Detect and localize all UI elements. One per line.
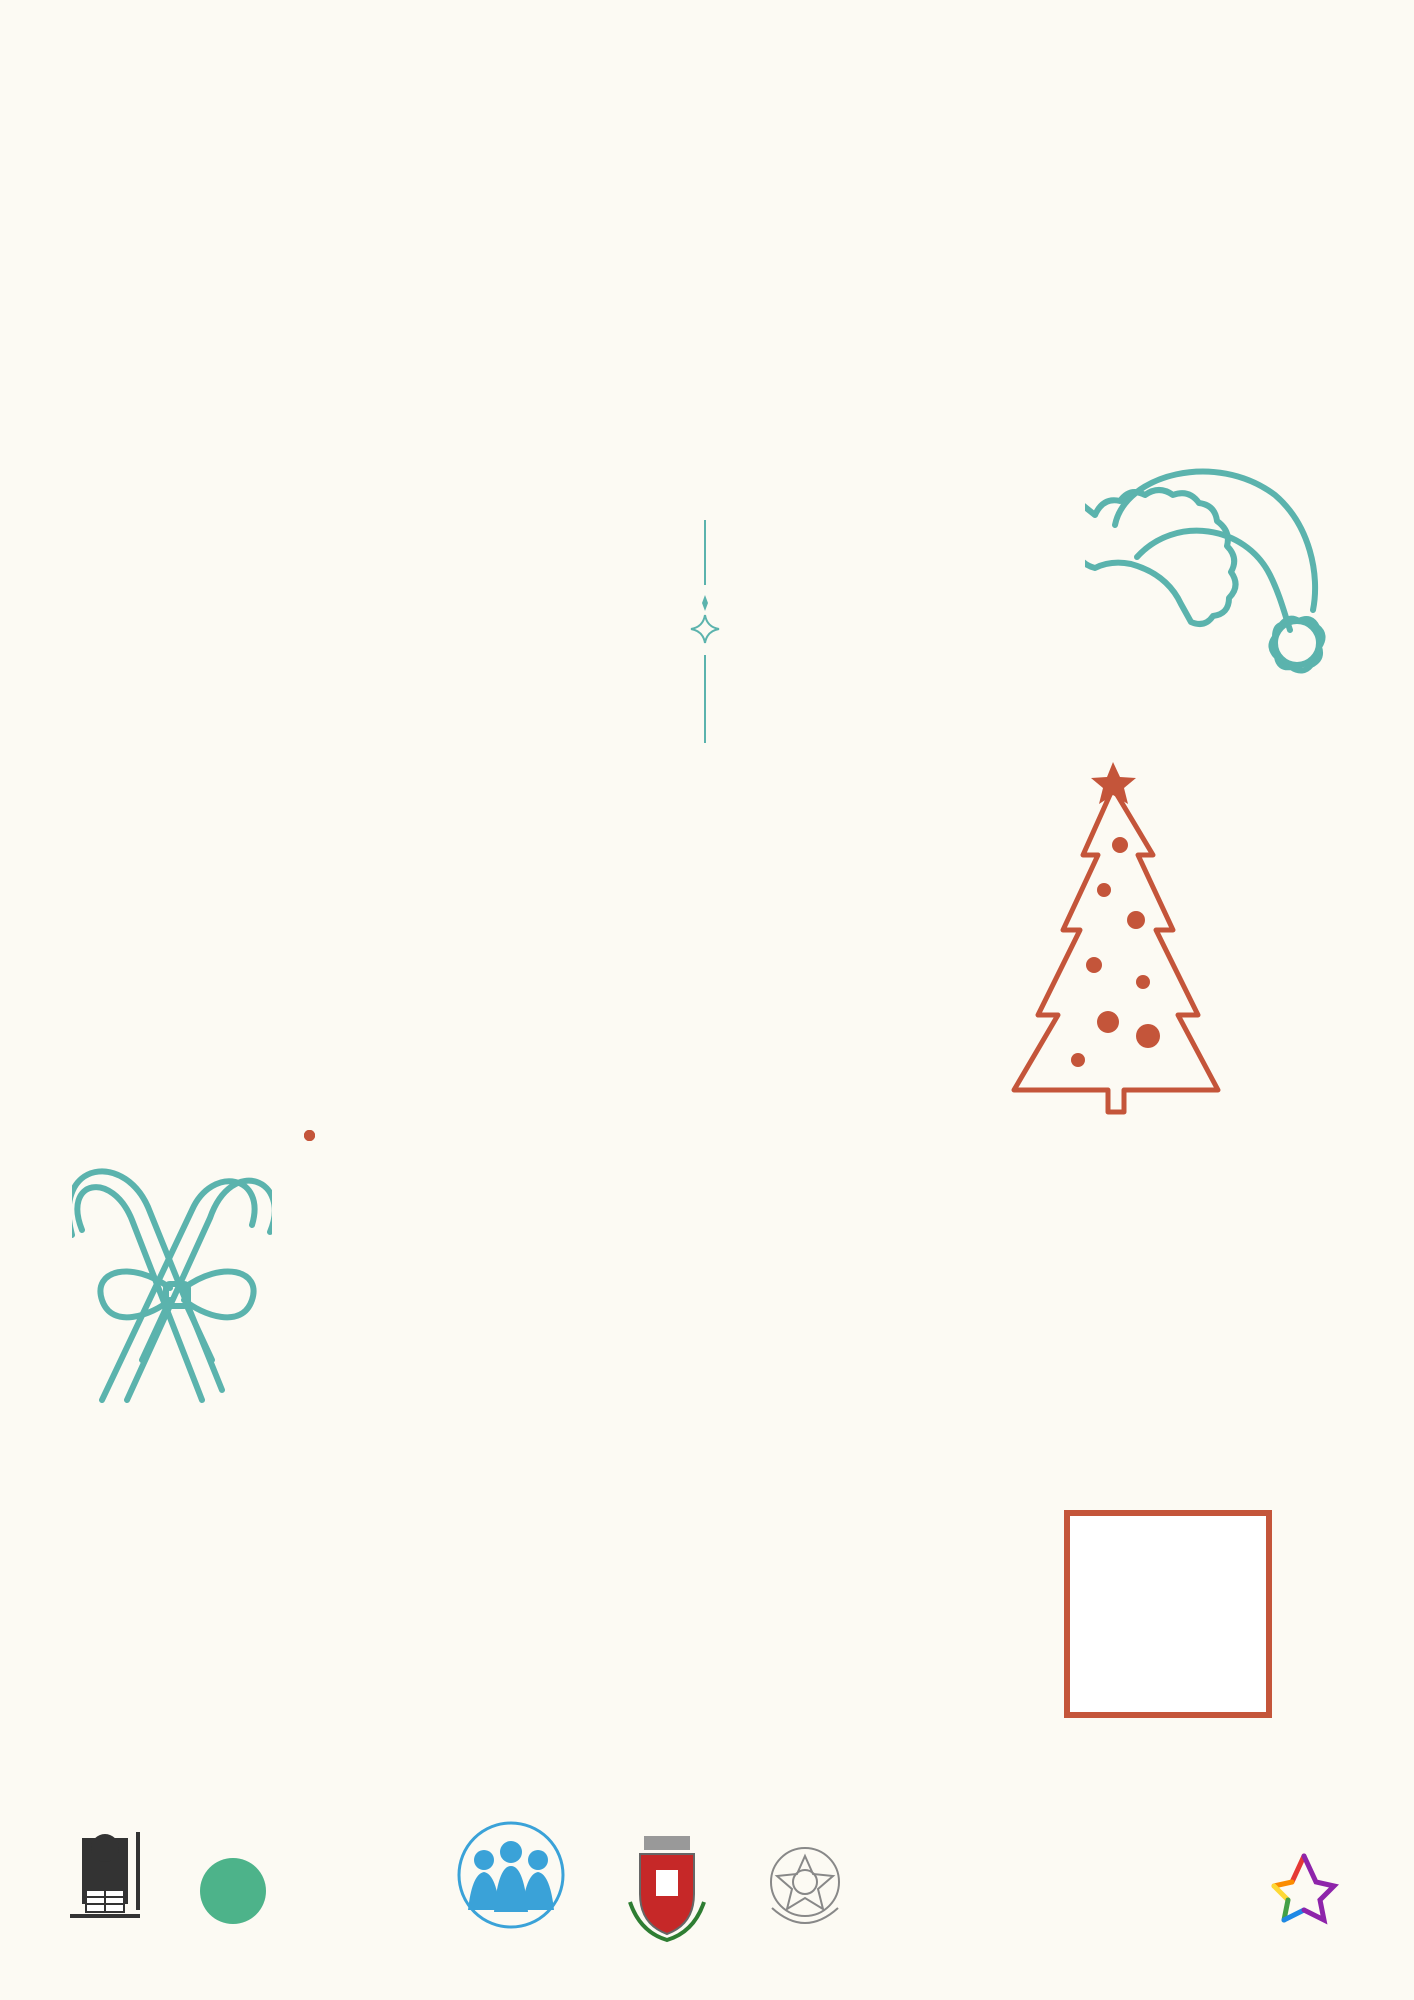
christmas-tree-icon (1008, 760, 1228, 1120)
right-snowflakes-decoration (930, 1180, 1414, 1790)
proloco-logo (40, 1820, 170, 1970)
bullet-dot (304, 1130, 315, 1141)
date-divider (680, 515, 730, 745)
servizio-civile-logo (1234, 1816, 1374, 1956)
pg-circle-icon (200, 1858, 266, 1924)
candy-cane-icon (72, 1150, 272, 1410)
consulta-genitori-logo (446, 1820, 576, 1980)
pg-pozzuolo-logo (196, 1852, 426, 1932)
consulta-emblem-icon (446, 1820, 576, 1930)
santa-hat-icon (1085, 455, 1345, 685)
snowflake-pattern (0, 0, 1414, 390)
left-snowflakes-decoration (0, 440, 160, 1100)
italian-republic-emblem-icon (762, 1838, 848, 1934)
proloco-emblem-icon (40, 1820, 170, 1928)
municipal-coat-of-arms-icon (622, 1832, 712, 1944)
